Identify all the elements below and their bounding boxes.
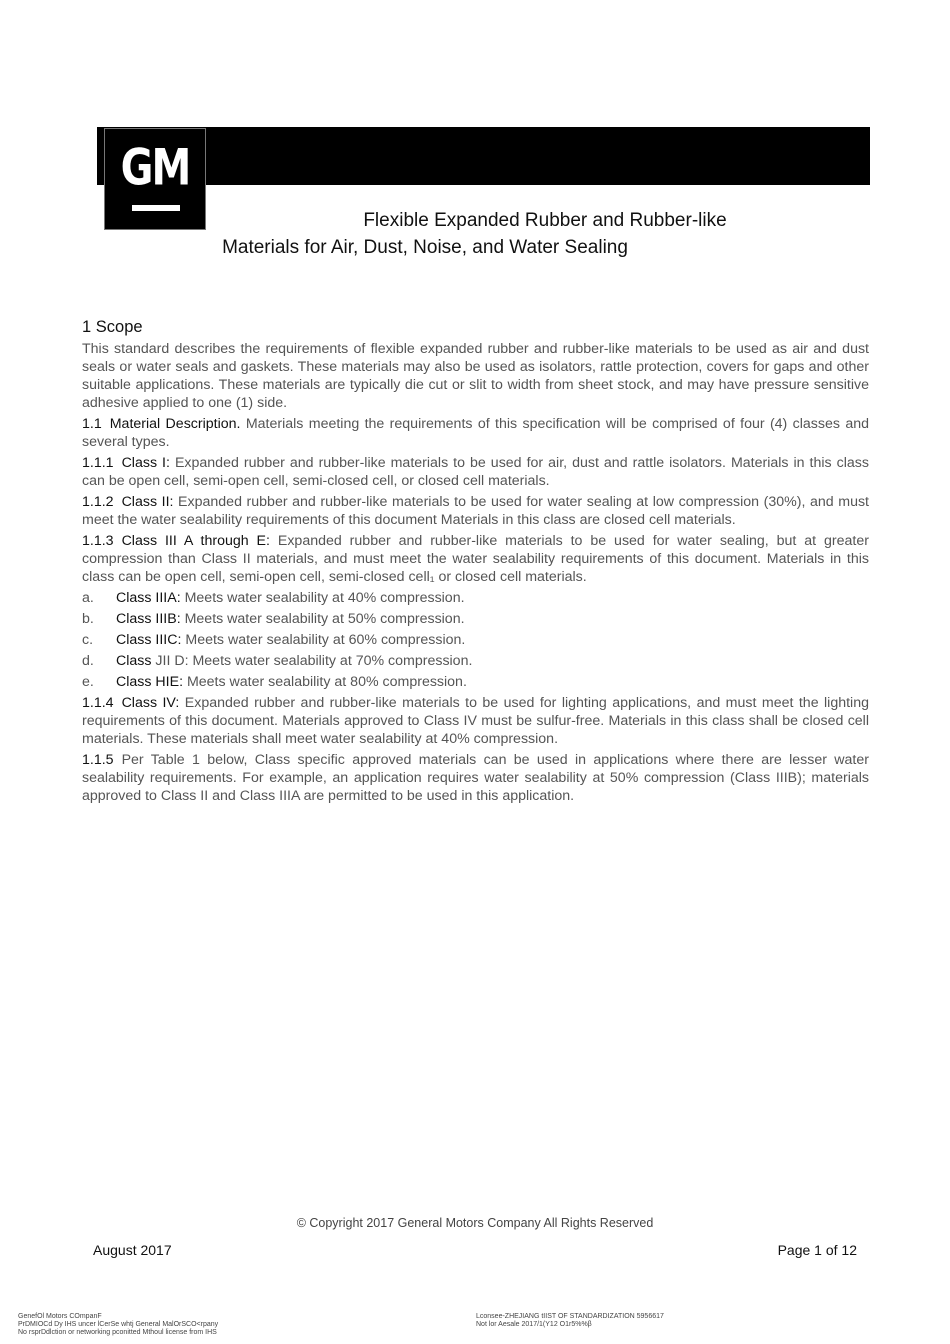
paragraph-1-1-1: [82, 454, 869, 490]
document-title-line-1: Flexible Expanded Rubber and Rubber-like: [363, 210, 727, 231]
list-text: Meets water sealability at 60% compression.: [181, 632, 466, 648]
list-text: JII D: Meets water sealability at 70% compression.: [151, 653, 473, 669]
license-line: PrDMIOCd Dy IHS uncer lCerSe whtj General MalOrSCO<rpany: [18, 1321, 219, 1328]
section-number: 1.1.2: [82, 494, 114, 510]
list-letter: b.: [82, 611, 94, 627]
list-letter: d.: [82, 653, 94, 669]
paragraph-1-1-3: [82, 532, 869, 586]
license-line: GenefOl Motors COmpanF: [18, 1313, 102, 1320]
list-label: Class IIIB:: [116, 611, 181, 627]
license-line: No rsprDdlction or networking pconitted Mthoul license from IHS: [18, 1329, 217, 1336]
copyright-notice: © Copyright 2017 General Motors Company All Rights Reserved: [296, 1216, 654, 1230]
list-text: Meets water sealability at 40% compression.: [180, 590, 465, 606]
section-number: 1.1.3: [82, 533, 114, 549]
footer-date: August 2017: [93, 1242, 172, 1258]
section-text: Expanded rubber and rubber-like materials to be used for air, dust and rattle isolators. Materials in this class can be open cell, semi-open cell, semi-closed cell, or closed cell materials.: [82, 455, 869, 489]
section-text: Expanded rubber and rubber-like materials to be used for lighting applications, and must meet the lighting requirements of this document. Materials approved to Class IV must be sulfur-free. Materials in this class shall be closed cell materials. These materials shall meet water sealability at 40% compression.: [82, 695, 869, 747]
section-number: 1.1.1: [82, 455, 114, 471]
section-number: 1.1: [82, 416, 102, 432]
scope-section: [82, 318, 869, 808]
banner-title: WORLDWIDE ENGINEERING STANDARDS: [338, 273, 718, 294]
section-label: Material Description.: [109, 416, 241, 432]
list-letter: e.: [82, 674, 94, 690]
list-letter: a.: [82, 590, 94, 606]
scope-intro: This standard describes the requirements of flexible expanded rubber and rubber-like materials to be used as air and dust seals or water seals and gaskets. These materials may also be used as isolators, rattle protection, covers for gaps and other suitable applications. These materials are typically die cut or slit to width from sheet stock, and may have pressure sensitive adhesive applied to one (1) side.: [82, 341, 869, 411]
page-number: Page 1 of 12: [777, 1242, 857, 1258]
license-notice-right: [476, 1313, 664, 1329]
section-text: Expanded rubber and rubber-like materials to be used for water sealing, but at greater compression than Class II materials, and must meet the water sealability requirements of this document. Materials in this class can be open cell, semi-open cell, semi-closed cell₁ or closed cell materials.: [82, 533, 869, 585]
paragraph-1-1-4: [82, 694, 869, 748]
section-label: Class I:: [121, 455, 170, 471]
list-item: [82, 631, 869, 649]
section-number: 1.1.4: [82, 695, 114, 711]
list-item: [82, 652, 869, 670]
list-letter: c.: [82, 632, 94, 648]
list-label: Class IIIA:: [116, 590, 181, 606]
section-label: Class II:: [121, 494, 174, 510]
section-text: Expanded rubber and rubber-like materials to be used for water sealing at low compression (30%), and must meet the water sealability requirements of this document Materials in this class are closed cell materials.: [82, 494, 869, 528]
list-text: Meets water sealability at 50% compression.: [180, 611, 465, 627]
logo-text: GM: [120, 139, 190, 197]
paragraph-1-1-2: [82, 493, 869, 529]
section-number: 1.1.5: [82, 752, 114, 768]
document-title-line-2: Materials for Air, Dust, Noise, and Water Sealing: [222, 237, 628, 258]
list-label: Class HIE:: [116, 674, 184, 690]
paragraph-1-1: [82, 415, 869, 451]
section-label: Class IV:: [121, 695, 180, 711]
license-line: Lconsee-ZHEJIANG tIIST OF STANDARDIZATION 5956617: [476, 1313, 664, 1320]
list-label: Class IIIC:: [116, 632, 182, 648]
section-label: Class III A through E:: [121, 533, 270, 549]
list-item: [82, 610, 869, 628]
list-label: Class: [116, 653, 152, 669]
section-text: Materials meeting the requirements of this specification will be comprised of four (4) classes and several types.: [82, 416, 869, 450]
paragraph-1-1-5: [82, 751, 869, 805]
section-heading: 1 Scope: [82, 318, 143, 336]
license-line: Not lor Aesale 2017/1(Y12 O1r5%%β: [476, 1321, 592, 1328]
license-notice-left: [18, 1313, 218, 1337]
list-item: [82, 589, 869, 607]
list-text: Meets water sealability at 80% compression.: [183, 674, 467, 690]
list-item: [82, 673, 869, 691]
section-text: Per Table 1 below, Class specific approved materials can be used in applications where there are lesser water sealability requirements. For example, an application requires water sealability at 50% compression (Class IIIB); materials approved to Class II and Class IIIA are permitted to be used in this application.: [82, 752, 869, 804]
